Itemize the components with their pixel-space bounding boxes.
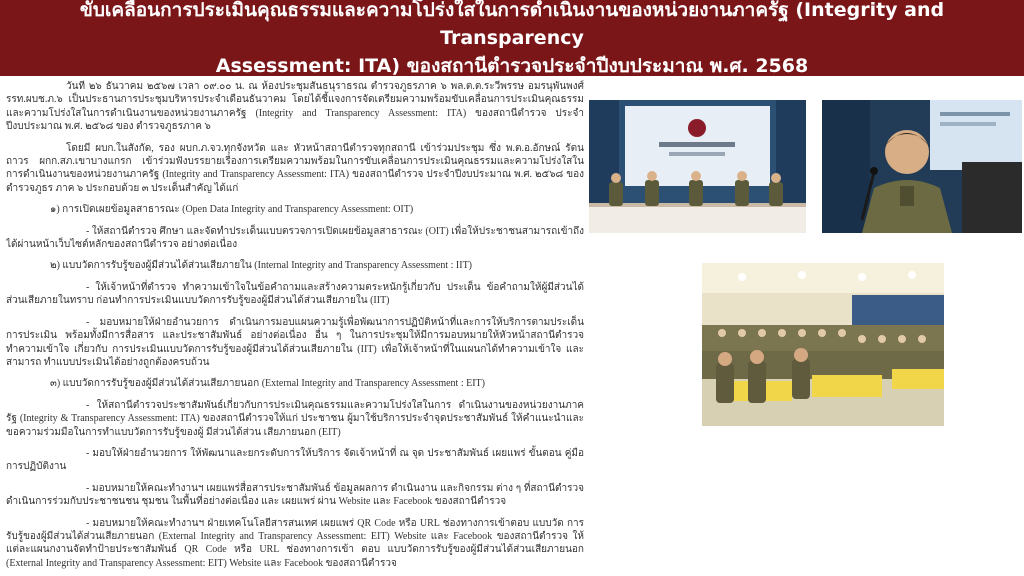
section-item: - ให้สถานีตำรวจ ศึกษา และจัดทำประเด็นแบบตรวจการเปิดเผยข้อมูลสาธารณะ (OIT) เพื่อให้ประชาชนสามารถเข้าถึงได้ผ่านหน้าเว็บไซต์หลักของสถานีตำรวจ อย่างต่อเนื่อง bbox=[6, 225, 584, 251]
headline-line-1: ขับเคลื่อนการประเมินคุณธรรมและความโปร่งใสในการดำเนินงานของหน่วยงานภาครัฐ (Integrity and Transparency bbox=[79, 0, 945, 49]
section-item: - ให้เจ้าหน้าที่ตำรวจ ทำความเข้าใจในข้อคำถามและสร้างความตระหนักรู้เกี่ยวกับ ประเด็น ข้อคำถามให้ผู้มีส่วนได้ส่วนเสียภายในทราบ ก่อนทำการประเมินแบบวัดการรับรู้ของผู้มีส่วนได้ส่วนเสียภายใน (IIT) bbox=[6, 281, 584, 307]
headline-line-2: Assessment: ITA) ของสถานีตำรวจประจำปีงบประมาณ พ.ศ. 2568 bbox=[215, 55, 809, 77]
section-item: - มอบให้ฝ่ายอำนวยการ ให้พัฒนาและยกระดับการให้บริการ จัดเจ้าหน้าที่ ณ จุด ประชาสัมพันธ์ เผยแพร่ ขั้นตอน คู่มือการปฏิบัติงาน bbox=[6, 447, 584, 473]
section-item: - มอบหมายให้ฝ่ายอำนวยการ ดำเนินการมอบแผนความรู้เพื่อพัฒนาการปฏิบัติหน้าที่และการให้บริการตามประเด็นการประเมิน พร้อมทั้งมีการสื่อสาร และประชาสัมพันธ์ อย่างต่อเนื่อง อื่น ๆ ในการประชุมให้มีการมอบหมายให้หัวหน้าสถานีตำรวจ ทำความเข้าใจ เกี่ยวกับ การประเมินแบบวัดการรับรู้ของผู้มีส่วนได้ส่วนเสียภายใน (IIT) เพื่อให้เจ้าหน้าที่ในแผนกได้ทำความเข้าใจ และสามารถ ทำแบบประเมินได้อย่างถูกต้องครบถ้วน bbox=[6, 316, 584, 368]
headline-banner bbox=[0, 0, 1024, 76]
meeting-head-table-photo bbox=[589, 100, 806, 233]
article-paragraph-2: โดยมี ผบก.ในสังกัด, รอง ผบก.ภ.จว.ทุกจังหวัด และ หัวหน้าสถานีตำรวจทุกสถานี เข้าร่วมประชุม ซึ่ง พ.ต.อ.อักษณ์ รัตนถาวร ผกก.สภ.เขาบางแกรก เข้าร่วมฟังบรรยายเรื่องการเตรียมความพร้อมในการขับเคลื่อนการประเมินคุณธรรมและความโปร่งใสในการดำเนินงานของหน่วยงานภาครัฐ (Integrity and Transparency Assessment: ITA) ของสถานีตำรวจ ประจำปีงบประมาณ พ.ศ. ๒๕๖๘ ของตำรวจภูธร ภาค ๖ ประกอบด้วย ๓ ประเด็นสำคัญ ได้แก่ bbox=[6, 142, 584, 194]
meeting-audience-photo bbox=[702, 263, 944, 426]
section-heading-oit: ๑) การเปิดเผยข้อมูลสาธารณะ (Open Data Integrity and Transparency Assessment: OIT) bbox=[50, 204, 414, 216]
section-heading-eit: ๓) แบบวัดการรับรู้ของผู้มีส่วนได้ส่วนเสียภายนอก (External Integrity and Transparency Assessment : EIT) bbox=[50, 378, 485, 390]
article-body bbox=[6, 80, 584, 574]
speaker-photo bbox=[822, 100, 1022, 233]
section-item: - มอบหมายให้คณะทำงานฯ ฝ่ายเทคโนโลยีสารสนเทศ เผยแพร่ QR Code หรือ URL ช่องทางการเข้าตอบ แบบวัด การรับรู้ของผู้มีส่วนได้ส่วนเสียภายนอก (External Integrity and Transparency Assessment: EIT) Website และ Facebook ของสถานีตำรวจ ให้แต่ละแผนกงานจัดทำป้ายประชาสัมพันธ์ QR Code หรือ URL ช่องทางการเข้า ตอบ แบบวัดการรับรู้ของผู้มีส่วนได้ส่วนเสียภายนอก (External Integrity and Transparency Assessment: EIT) Website และ Facebook ของสถานีตำรวจ bbox=[6, 517, 584, 569]
headline bbox=[12, 0, 1012, 80]
section-heading-iit: ๒) แบบวัดการรับรู้ของผู้มีส่วนได้ส่วนเสียภายใน (Internal Integrity and Transparency Assessment : IIT) bbox=[50, 260, 473, 272]
section-item: - มอบหมายให้คณะทำงานฯ เผยแพร่สื่อสารประชาสัมพันธ์ ข้อมูลผลการ ดำเนินงาน และกิจกรรม ต่าง ๆ ที่สถานีตำรวจดำเนินการร่วมกับประชาชนชน ชุมชน ในพื้นที่อย่างต่อเนื่อง และ เผยแพร่ ผ่าน Website และ Facebook ของสถานีตำรวจ bbox=[6, 482, 584, 508]
article-paragraph-1: วันที่ ๒๖ ธันวาคม ๒๕๖๗ เวลา ๐๙.๐๐ น. ณ ห้องประชุมสันธนุราธรณ ตำรวจภูธรภาค ๖ พล.ต.ต.ระวีพรรษ อมรนุพันพงศ์ รรท.ผบช.ภ.๖ เป็นประธานการประชุมบริหารประจำเดือนธันวาคม โดยได้ชี้แจงการจัดเตรียมความพร้อมขับเคลื่อนการประเมินคุณธรรมและความโปร่งใสในการดำเนินงานของหน่วยงานภาครัฐ (Integrity and Transparency Assessment: ITA) ของสถานีตำรวจ ประจำปีงบประมาณ พ.ศ. ๒๕๖๘ ของ ตำรวจภูธรภาค ๖ bbox=[6, 81, 584, 133]
section-item: - ให้สถานีตำรวจประชาสัมพันธ์เกี่ยวกับการประเมินคุณธรรมและความโปร่งใสในการ ดำเนินงานของหน่วยงานภาครัฐ (Integrity & Transparency Assessment: ITA) ของสถานีตำรวจให้แก่ ประชาชน ผู้มาใช้บริการประจำจุดประชาสัมพันธ์ ให้คำแนะนำและขอความร่วมมือในการทำแบบวัดการรับรู้ของผู้ มีส่วนได้ส่วน เสียภายนอก (EIT) bbox=[6, 399, 584, 438]
